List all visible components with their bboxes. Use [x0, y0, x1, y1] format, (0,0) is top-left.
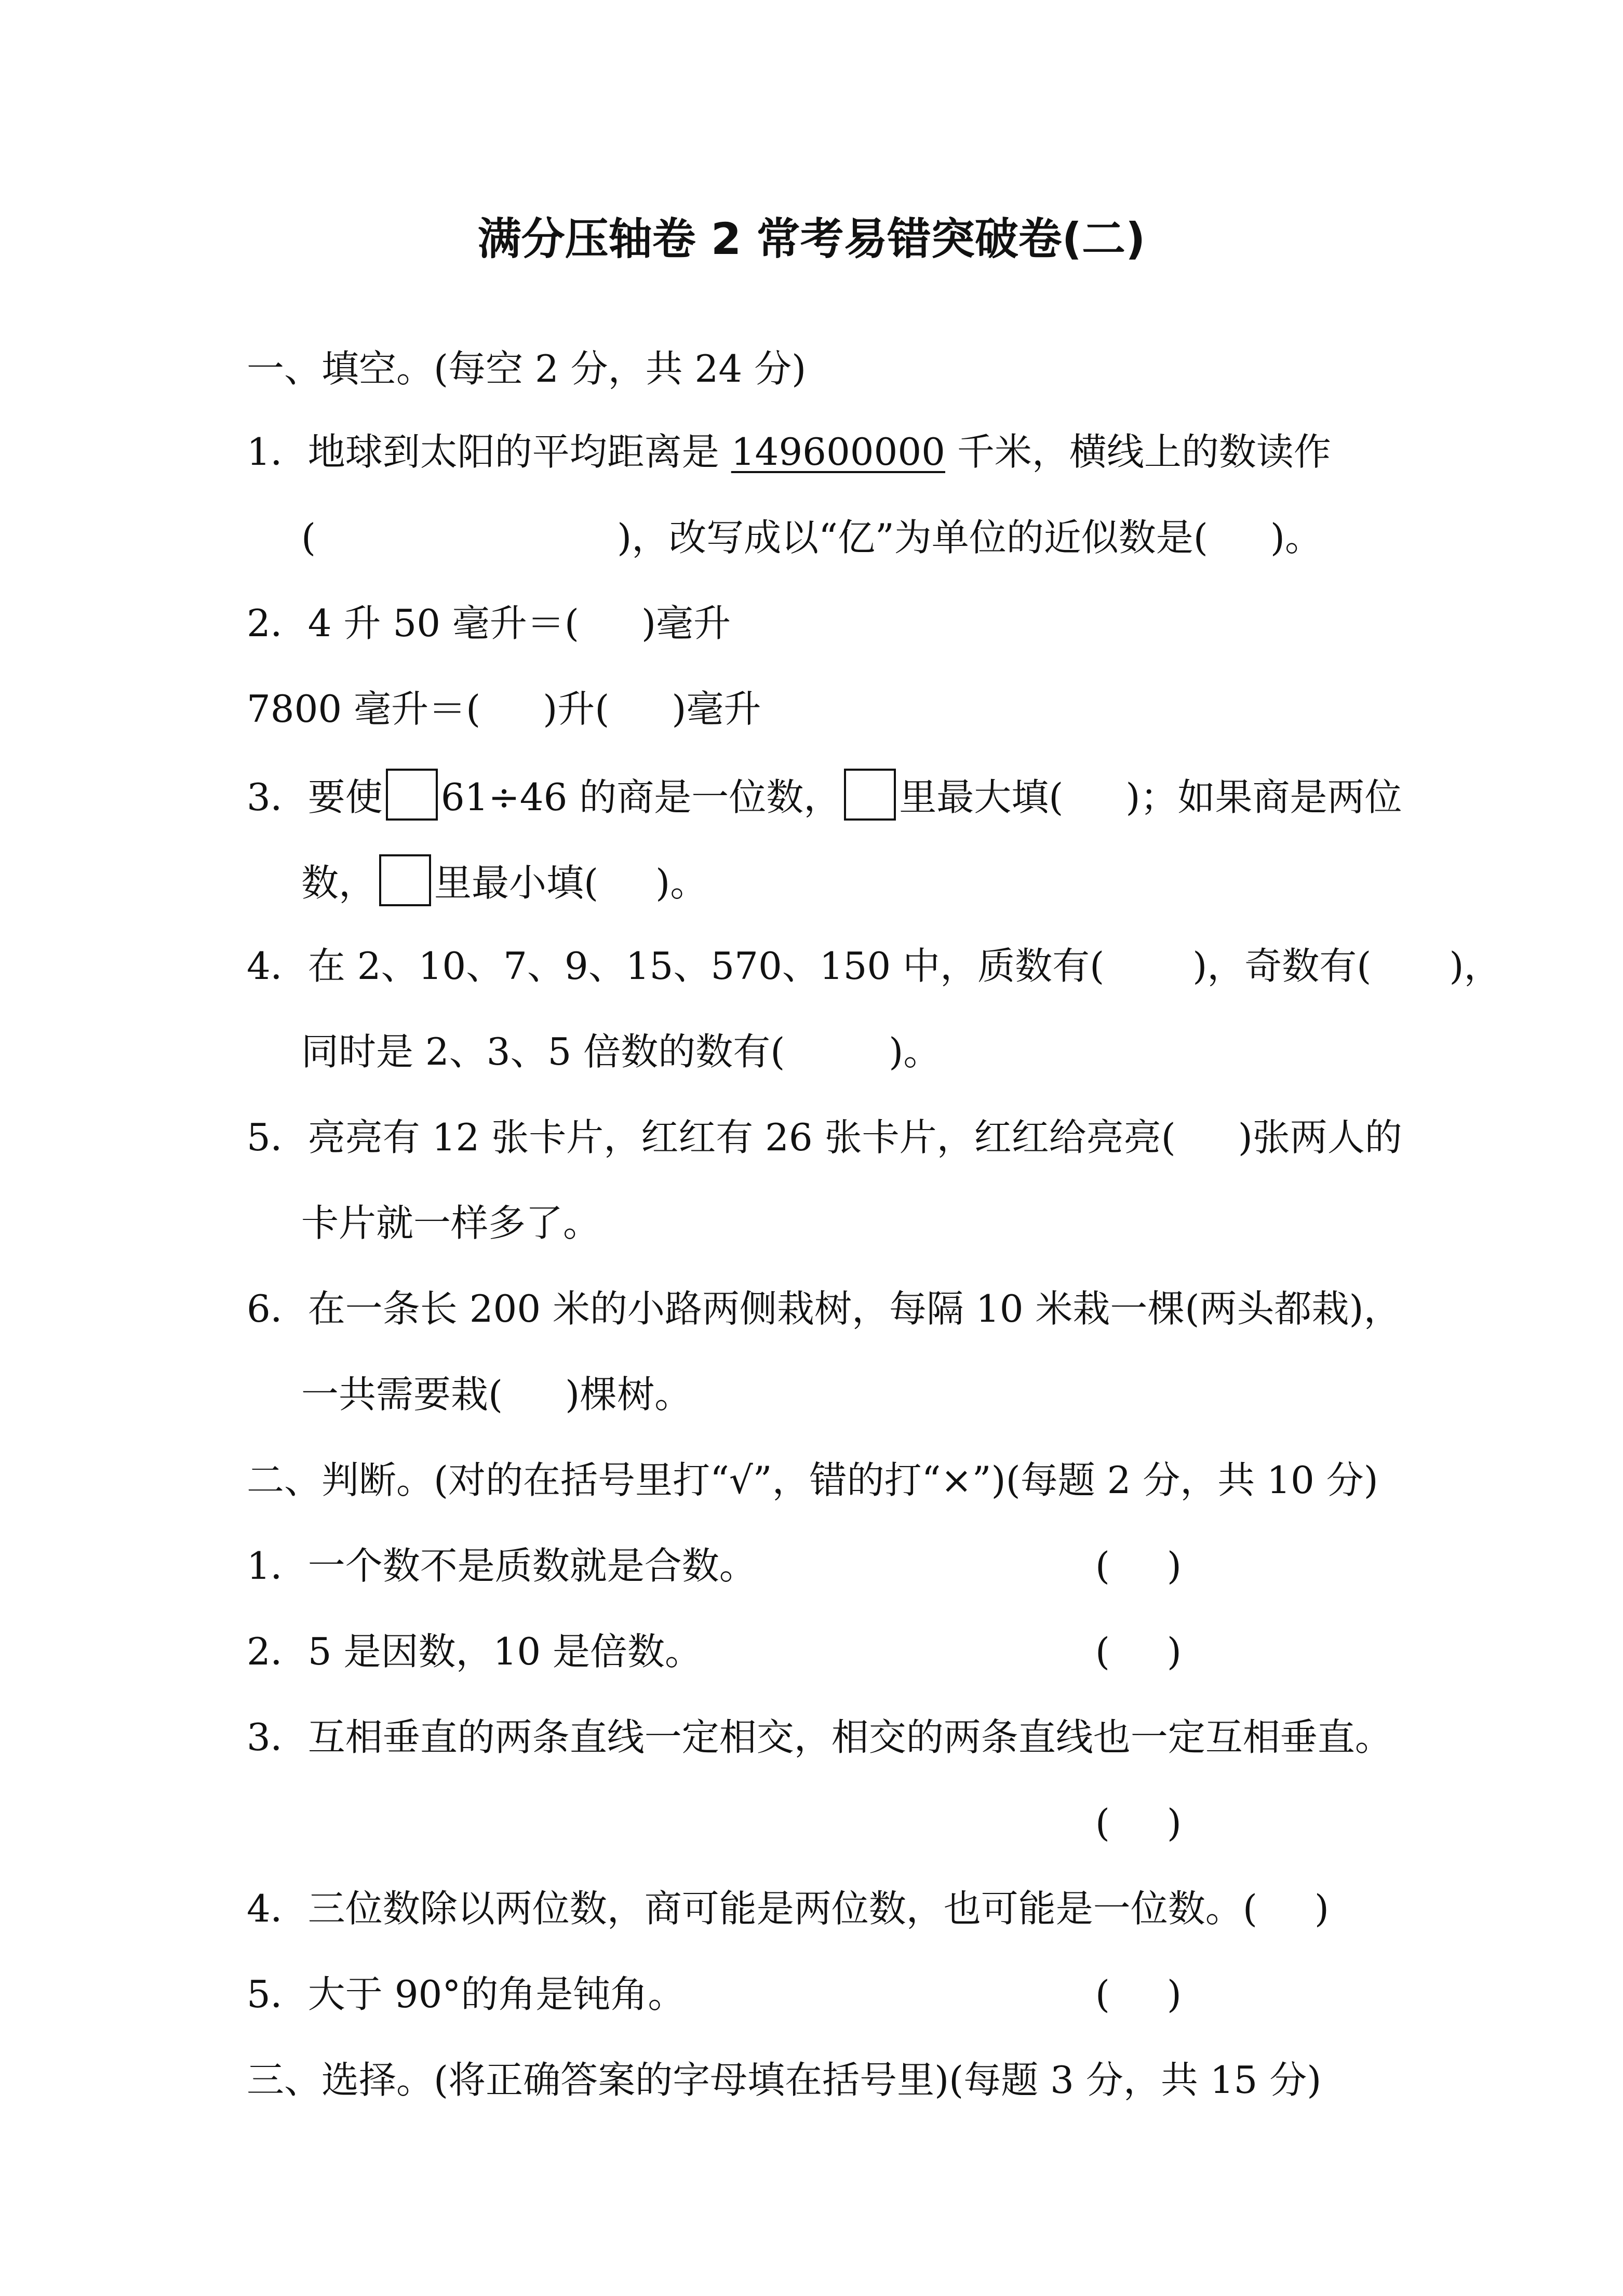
- q1-paren-open: (: [301, 516, 316, 559]
- q6-text-b2: )棵树。: [565, 1373, 692, 1416]
- q1-text-c: )，改写成以“亿”为单位的近似数是(: [617, 516, 1208, 559]
- judge-question-3: 3．互相垂直的两条直线一定相交，相交的两条直线也一定互相垂直。: [247, 1715, 1392, 1759]
- q2-text-b3: )毫升: [672, 687, 761, 731]
- q1-text-b: 千米，横线上的数读作: [945, 430, 1331, 474]
- question-2-line2: [247, 683, 1405, 735]
- question-6-line2: [301, 1368, 1405, 1420]
- question-6-line1: 6．在一条长 200 米的小路两侧栽树，每隔 10 米栽一棵(两头都栽)，: [247, 1287, 1401, 1331]
- q1-text-a: 1．地球到太阳的平均距离是: [247, 430, 731, 474]
- judge-question-4: [247, 1883, 1405, 1935]
- q3-text-a2: 61÷46 的商是一位数，: [440, 775, 841, 819]
- question-4-line1: [247, 940, 1501, 992]
- judge-q2-text: 2．5 是因数，10 是倍数。: [247, 1630, 703, 1673]
- q1-underlined-number: 149600000: [731, 430, 945, 474]
- digit-box[interactable]: [844, 769, 896, 821]
- question-1-line1: [247, 426, 1405, 478]
- answer-parentheses[interactable]: ( ): [1095, 1544, 1182, 1588]
- judge-q5-text: 5．大于 90°的角是钝角。: [247, 1972, 686, 2016]
- q3-text-a3: 里最大填(: [899, 775, 1064, 819]
- judge-question-2: [247, 1626, 1405, 1677]
- q2-text-b2: )升(: [543, 687, 610, 731]
- judge-q4-text: 4．三位数除以两位数，商可能是两位数，也可能是一位数。: [247, 1887, 1243, 1930]
- digit-box[interactable]: [379, 854, 431, 906]
- q3-text-a1: 3．要使: [247, 775, 383, 819]
- judge-question-1: [247, 1540, 1405, 1592]
- question-1-line2: [301, 512, 1405, 563]
- q3-text-a4: )；如果商是两位: [1125, 775, 1402, 819]
- q3-text-b3: )。: [655, 861, 708, 905]
- question-3-line2: [301, 854, 1405, 909]
- q1-paren-close: )。: [1270, 516, 1322, 559]
- q3-text-b1: 数，: [301, 861, 377, 905]
- q2-text-a1: 2．4 升 50 毫升＝(: [247, 601, 579, 645]
- q4-text-a3: )，: [1449, 944, 1501, 988]
- question-4-line2: [301, 1026, 1405, 1078]
- answer-parentheses[interactable]: ( ): [1242, 1887, 1329, 1930]
- answer-parentheses[interactable]: ( ): [1095, 1972, 1182, 2016]
- q2-text-a2: )毫升: [641, 601, 731, 645]
- section2-heading: 二、判断。(对的在括号里打“√”，错的打“×”)(每题 2 分，共 10 分): [247, 1458, 1378, 1502]
- digit-box[interactable]: [386, 769, 438, 821]
- q4-text-b1: 同时是 2、3、5 倍数的数有(: [301, 1030, 785, 1073]
- question-5-line2: 卡片就一样多了。: [301, 1201, 601, 1245]
- question-2-line1: [247, 597, 1405, 649]
- q4-text-a2: )，奇数有(: [1192, 944, 1372, 988]
- q3-text-b2: 里最小填(: [434, 861, 599, 905]
- section3-heading: 三、选择。(将正确答案的字母填在括号里)(每题 3 分，共 15 分): [247, 2058, 1322, 2102]
- q4-text-a1: 4．在 2、10、7、9、15、570、150 中，质数有(: [247, 944, 1105, 988]
- answer-parentheses[interactable]: ( ): [1095, 1801, 1182, 1845]
- q5-text-a1: 5．亮亮有 12 张卡片，红红有 26 张卡片，红红给亮亮(: [247, 1116, 1176, 1159]
- judge-q1-text: 1．一个数不是质数就是合数。: [247, 1544, 757, 1588]
- q2-text-b1: 7800 毫升＝(: [247, 687, 481, 731]
- q4-text-b2: )。: [889, 1030, 941, 1073]
- section1-heading: 一、填空。(每空 2 分，共 24 分): [247, 347, 807, 391]
- page-title: 满分压轴卷 2 常考易错突破卷(二): [477, 213, 1146, 264]
- judge-question-5: [247, 1968, 1405, 2020]
- question-3-line1: [247, 769, 1405, 823]
- answer-parentheses[interactable]: ( ): [1095, 1630, 1182, 1673]
- q6-text-b1: 一共需要栽(: [301, 1373, 503, 1416]
- q5-text-a2: )张两人的: [1238, 1116, 1402, 1159]
- question-5-line1: [247, 1111, 1405, 1163]
